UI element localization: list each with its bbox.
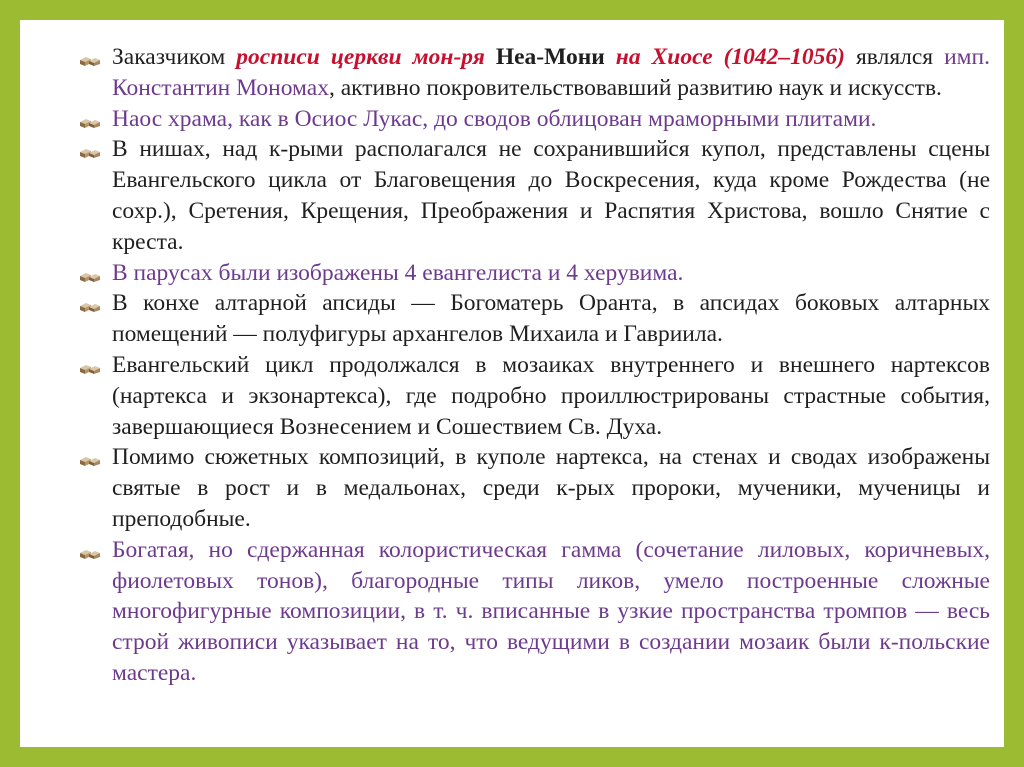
list-item: Наос храма, как в Осиос Лукас, до сводов облицован мраморными плитами. (78, 104, 990, 135)
stone-block-bullet-icon (78, 270, 102, 283)
stone-block-bullet-icon (78, 146, 102, 159)
list-item: В конхе алтарной апсиды — Богоматерь Оранта, в апсидах боковых алтарных помещений — полуфигуры архангелов Михаила и Гавриила. (78, 288, 990, 350)
stone-block-bullet-icon (78, 547, 102, 560)
stone-block-bullet-icon (78, 116, 102, 129)
stone-block-bullet-icon (78, 454, 102, 467)
stone-block-bullet-icon (78, 54, 102, 67)
list-item: Богатая, но сдержанная колористическая гамма (сочетание лиловых, коричневых, фиолетовых тонов), благородные типы ликов, умело построенные сложные многофигурные композиции, в т. ч. вписанные в узкие пространства тромпов — весь строй живописи указывает на то, что ведущими в создании мозаик были к-польские мастера. (78, 535, 990, 689)
list-item: Помимо сюжетных композиций, в куполе нартекса, на стенах и сводах изображены святые в рост и в медальонах, среди к-рых пророки, мученики, мученицы и преподобные. (78, 442, 990, 534)
slide (20, 20, 1004, 747)
list-item: В нишах, над к-рыми располагался не сохранившийся купол, представлены сцены Евангельского цикла от Благовещения до Воскресения, куда кроме Рождества (не сохр.), Сретения, Крещения, Преображения и Распятия Христова, вошло Снятие с креста. (78, 134, 990, 257)
list-item: Евангельский цикл продолжался в мозаиках внутреннего и внешнего нартексов (нартекса и экзонартекса), где подробно проиллюстрированы страстные события, завершающиеся Вознесением и Сошествием Св. Духа. (78, 350, 990, 442)
list-item: В парусах были изображены 4 евангелиста и 4 херувима. (78, 258, 990, 289)
stone-block-bullet-icon (78, 300, 102, 313)
stone-block-bullet-icon (78, 362, 102, 375)
list-item: Заказчиком росписи церкви мон-ря Неа-Мони на Хиосе (1042–1056) являлся имп. Константин Мономах, активно покровительствовавший развитию наук и искусств. (78, 42, 990, 104)
bullet-list (78, 42, 990, 689)
